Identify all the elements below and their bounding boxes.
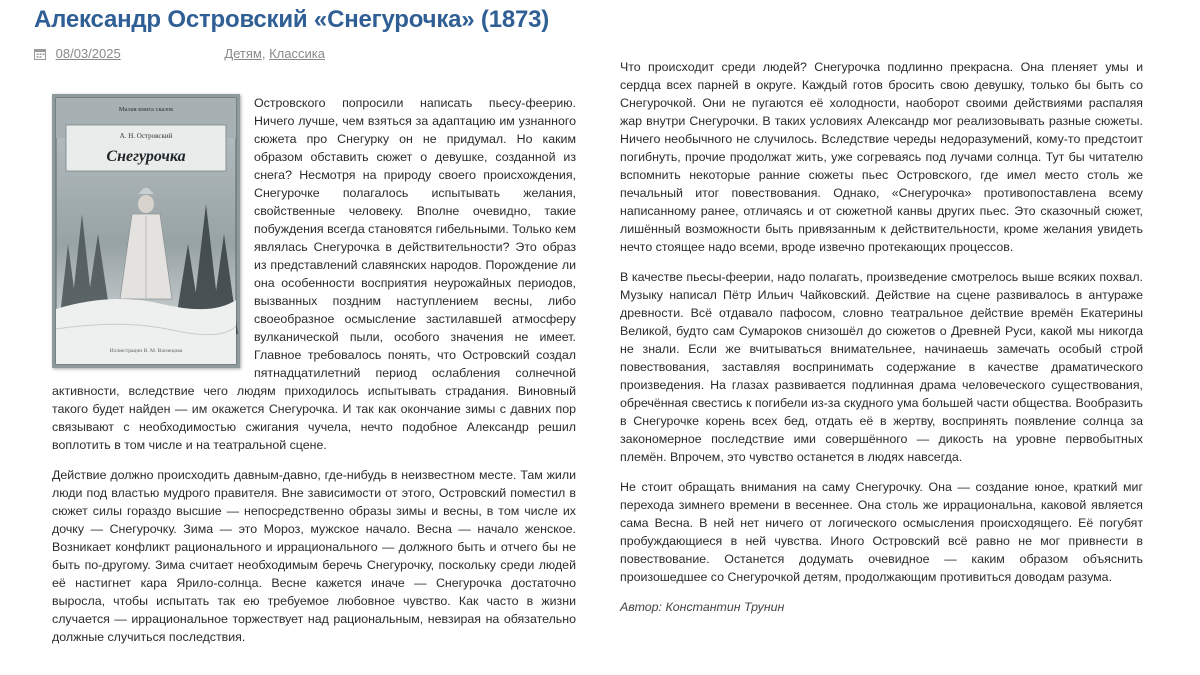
left-paragraph-1: Островского попросили написать пьесу-феерию. Ничего лучше, чем взяться за адаптацию им узнанного сюжета про Снегурку он не придумал. Но каким образом обставить сюжет о девушке, созданной из снега? Несмотря на природу своего происхождения, Снегурочке полагалось испытывать желания, свойственные человеку. Вполне очевидно, такие побуждения всегда становятся гибельными. Только кем являлась Снегурочка в действительности? Это образ из представлений славянских народов. Порождение ли она особенности восприятия неурожайных периодов, вызванных поздним наступлением весны, либо своеобразное осмысление застилавшей атмосферу вулканической пыли, особого значения не имеет. Главное требовалось понять, что Островский создал пятнадцатилетний период ослабления солнечной активности, вследствие чего людям приходилось испытывать страдания. Виновный такого будет найден — им окажется Снегурочка. И так как окончание зимы с давних пор связывают с необходимостью сжигания чучела, нечто подобное Александр решил воплотить в том числе и на театральной сцене. — [52, 96, 576, 452]
article-author: Автор: Константин Трунин — [620, 600, 785, 614]
cover-series-text: Малая книга сказок — [118, 106, 174, 113]
post-meta — [34, 46, 325, 63]
cover-title-text: Снегурочка — [106, 148, 186, 165]
cover-illustrator-text: Иллюстрации В. М. Васнецова — [109, 348, 183, 354]
cover-author-text: А. Н. Островский — [119, 132, 173, 140]
left-paragraph-2: Действие должно происходить давным-давно, где-нибудь в неизвестном месте. Там жили люди под властью мудрого правителя. Вне зависимости от этого, Островский поместил в сюжет силы гораздо высшие — непосредственно образы зимы и весны, в том числе их дочку — Снегурочку. Зима — это Мороз, мужское начало. Весна — начало женское. Возникает конфликт рационального и иррационального — должного быть и отчего бы не быть по-другому. Зима считает необходимым беречь Снегурочку, поскольку среди людей её настигнет кара Ярило-солнца. Весне кажется иначе — Снегурочка достаточно выросла, чтобы испытать так ею требуемое любовное чувство. Как часто в жизни случается — иррациональное торжествует над рациональным, невзирая на обязательно должные случиться последствия. — [52, 468, 576, 644]
calendar-icon — [34, 48, 46, 63]
right-paragraph-3: Не стоит обращать внимания на саму Снегурочку. Она — создание юное, краткий миг перехода зимнего времени в весеннее. Она столь же иррациональна, каковой является сама Весна. В ней нет ничего от логического осмысления происходящего. Её погубят пробуждающиеся в ней чувства. Иного Островский всё равно не мог привнести в повествование. Останется додумать очевидное — каким образом объяснить произошедшее со Снегурочкой детям, продолжающим противиться доводам разума. — [620, 480, 1143, 584]
right-paragraph-1: Что происходит среди людей? Снегурочка подлинно прекрасна. Она пленяет умы и сердца всех парней в округе. Каждый готов бросить свою девушку, только бы быть со Снегурочкой. Они не пугаются её холодности, наоборот своими действиями распаляя жар внутри Снегурочки. В таких условиях Александр мог реализовывать разные сюжеты. Ничего необычного не случилось. Вследствие череды недоразумений, кому-то предстоит погибнуть, прочие продолжат жить, уже согреваясь под лучами солнца. Тут бы читателю вспомнить некоторые ранние сюжеты пьес Островского, где имел место столь же печальный итог повествования. Однако, «Снегурочка» противопоставлена всему написанному ранее, отличаясь и от сюжетной канвы других пьес. Это сказочный сюжет, лишённый возможности быть привязанным к действительности, кроме желания увидеть нечто стоящее надо всеми, вроде извечно протекающих процессов. — [620, 60, 1143, 254]
right-paragraph-2: В качестве пьесы-феерии, надо полагать, произведение смотрелось выше всяких похвал. Музыку написал Пётр Ильич Чайковский. Действие на сцене развивалось в антураже древности. Всё отдавало пафосом, словно театральное действие времён Екатерины Великой, будто сам Сумароков снизошёл до сюжетов о Древней Руси, какой мы никогда не знали. Если же вчитываться внимательнее, начинаешь замечать особый строй повествования, заставляя воспринимать содержание в качестве драматического произведения. На глазах развивается подлинная драма человеческого существования, обречённая свестись к погибели из-за скудного ума большей части общества. Вообразить в Снегурочке корень всех бед, отдать её в жертву, воспринять появление солнца за закономерное последствие ими совершённого — дикость на уровне первобытных племён. Впрочем, это чувство останется в людях навсегда. — [620, 270, 1143, 464]
category-separator: , — [261, 46, 270, 61]
category-link-children[interactable]: Детям — [224, 46, 262, 61]
article-right-column — [620, 58, 1143, 628]
article-left-column — [52, 94, 576, 658]
post-date[interactable]: 08/03/2025 — [55, 46, 121, 61]
category-link-classics[interactable]: Классика — [269, 46, 325, 61]
book-cover-image[interactable] — [52, 94, 240, 368]
post-title[interactable]: Александр Островский «Снегурочка» (1873) — [34, 6, 550, 33]
